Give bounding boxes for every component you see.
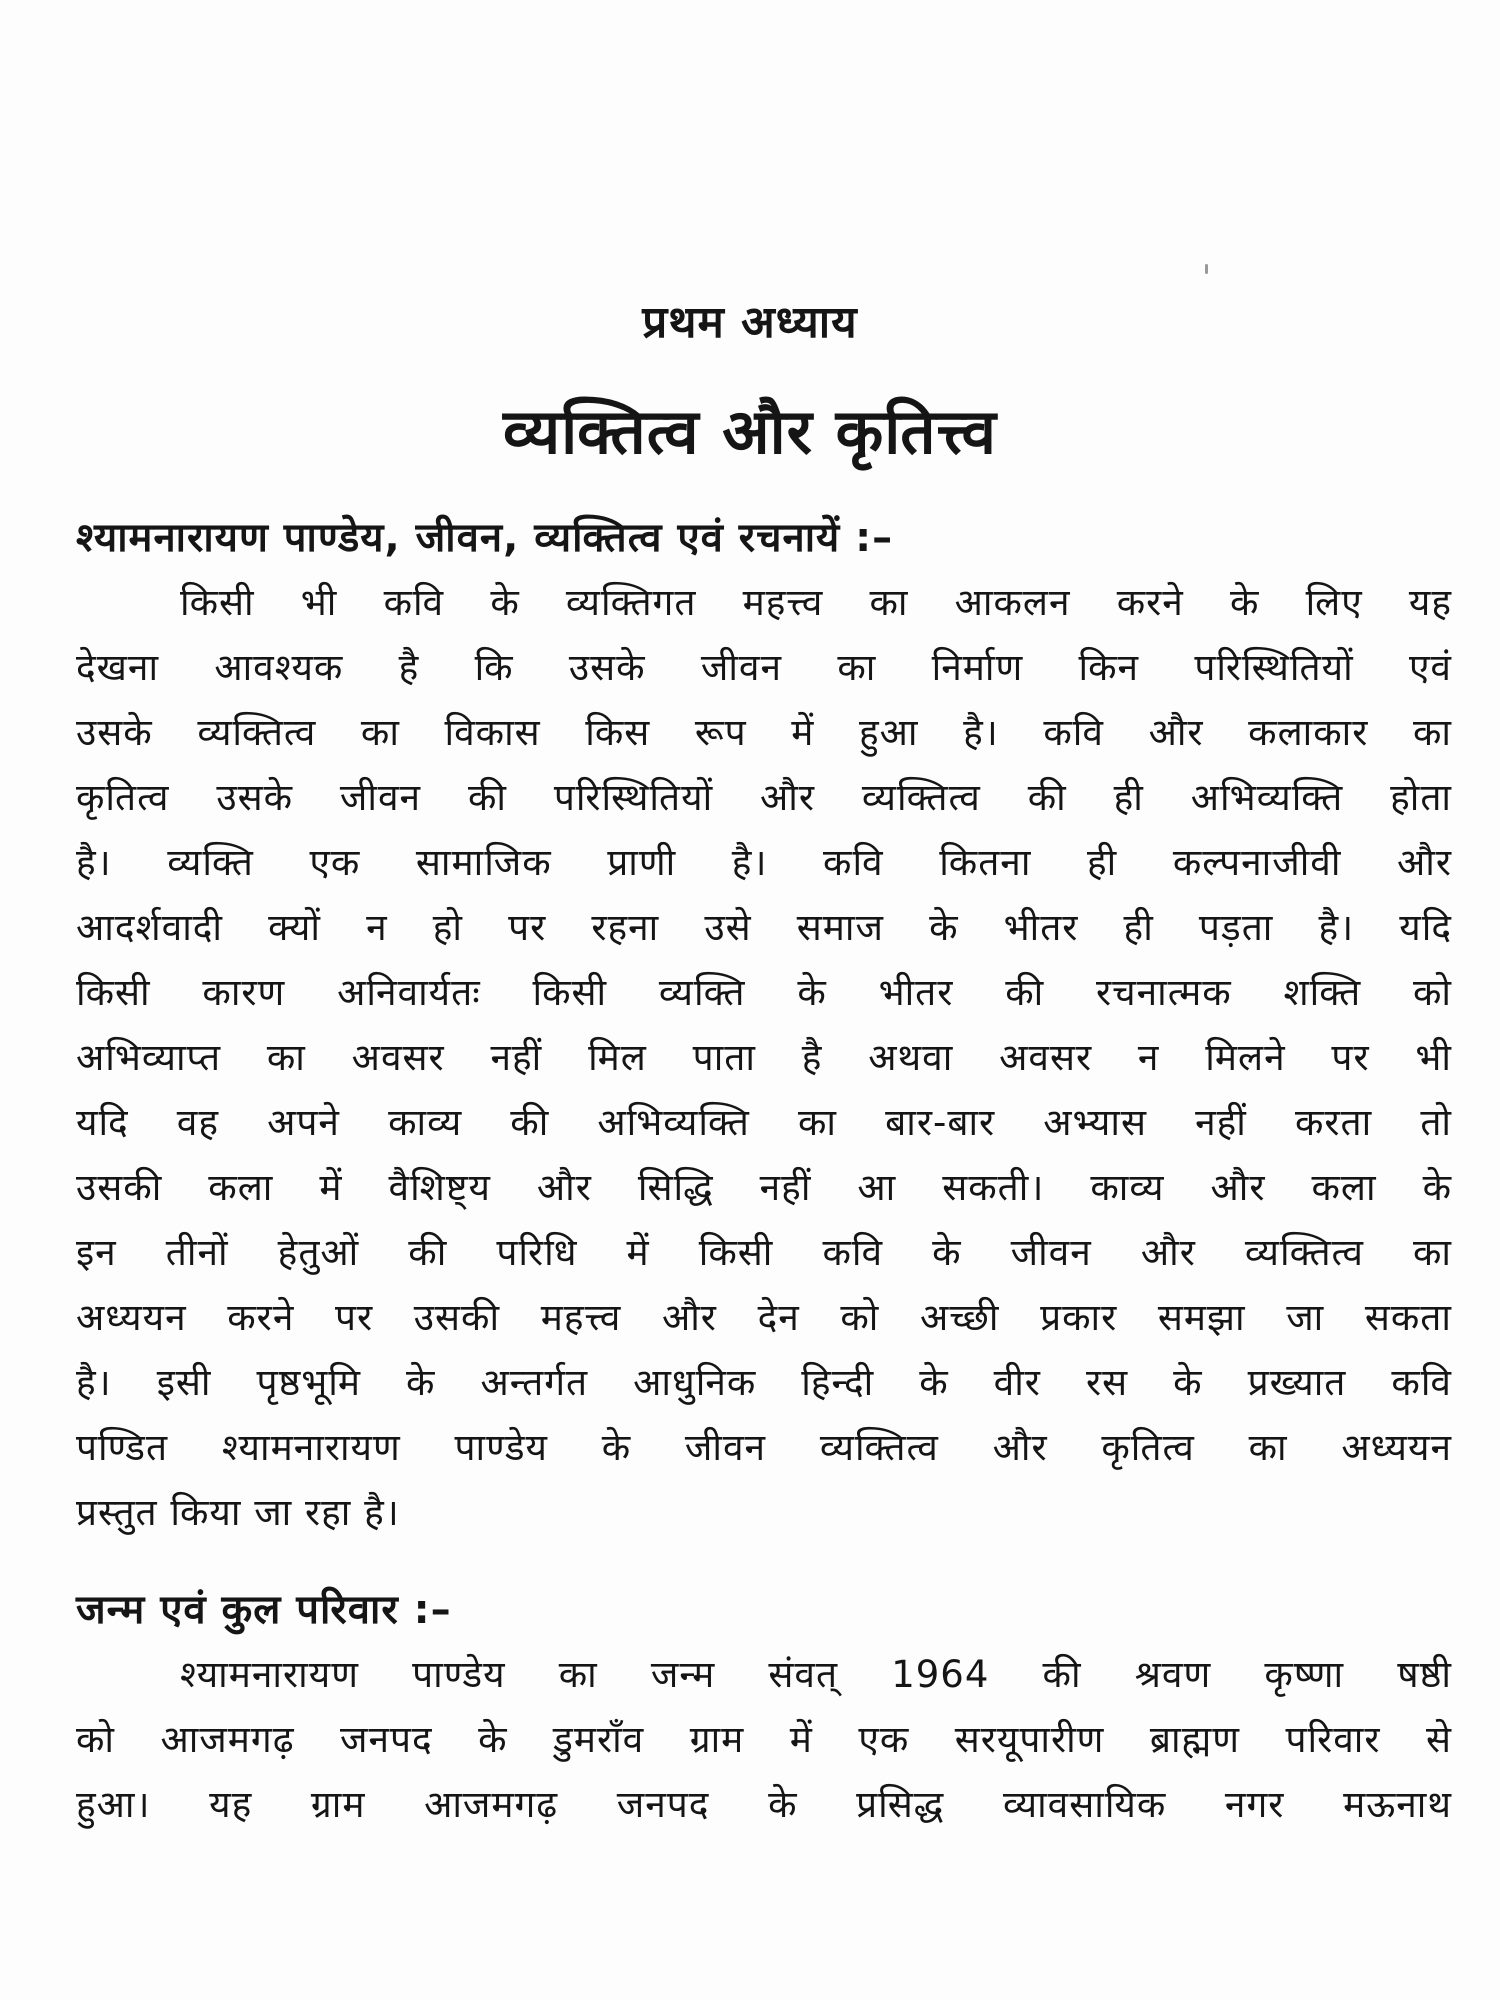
paragraph-line: है। इसी पृष्ठभूमि के अन्तर्गत आधुनिक हिन्दी के वीर रस के प्रख्यात कवि	[76, 1361, 1452, 1404]
paragraph-line: को आजमगढ़ जनपद के डुमराँव ग्राम में एक सरयूपारीण ब्राह्मण परिवार से	[76, 1718, 1452, 1761]
paragraph-line: उसके व्यक्तित्व का विकास किस रूप में हुआ है। कवि और कलाकार का	[76, 711, 1452, 754]
paragraph-line: है। व्यक्ति एक सामाजिक प्राणी है। कवि कितना ही कल्पनाजीवी और	[76, 841, 1452, 884]
paragraph-line: इन तीनों हेतुओं की परिधि में किसी कवि के जीवन और व्यक्तित्व का	[76, 1231, 1452, 1274]
paragraph-line: हुआ। यह ग्राम आजमगढ़ जनपद के प्रसिद्ध व्यावसायिक नगर मऊनाथ	[76, 1783, 1452, 1826]
paragraph-line: कृतित्व उसके जीवन की परिस्थितियों और व्यक्तित्व की ही अभिव्यक्ति होता	[76, 776, 1452, 819]
paragraph-line: श्यामनारायण पाण्डेय का जन्म संवत् 1964 की श्रवण कृष्णा षष्ठी	[180, 1653, 1452, 1696]
scan-speck	[1205, 264, 1208, 274]
paragraph-line: अभिव्याप्त का अवसर नहीं मिल पाता है अथवा अवसर न मिलने पर भी	[76, 1036, 1452, 1079]
paragraph-line: देखना आवश्यक है कि उसके जीवन का निर्माण किन परिस्थितियों एवं	[76, 646, 1452, 689]
section-heading-birth-family: जन्म एवं कुल परिवार :–	[76, 1587, 452, 1633]
paragraph-line: यदि वह अपने काव्य की अभिव्यक्ति का बार-बार अभ्यास नहीं करता तो	[76, 1101, 1452, 1144]
paragraph-line: उसकी कला में वैशिष्ट्य और सिद्धि नहीं आ सकती। काव्य और कला के	[76, 1166, 1452, 1209]
section-heading-life: श्यामनारायण पाण्डेय, जीवन, व्यक्तित्व एवं रचनायें :–	[76, 515, 894, 561]
paragraph-line: पण्डित श्यामनारायण पाण्डेय के जीवन व्यक्तित्व और कृतित्व का अध्ययन	[76, 1426, 1452, 1469]
paragraph-line: आदर्शवादी क्यों न हो पर रहना उसे समाज के भीतर ही पड़ता है। यदि	[76, 906, 1452, 949]
paragraph-line: अध्ययन करने पर उसकी महत्त्व और देन को अच्छी प्रकार समझा जा सकता	[76, 1296, 1452, 1339]
chapter-title: व्यक्तित्व और कृतित्त्व	[502, 395, 998, 468]
paragraph-line: किसी कारण अनिवार्यतः किसी व्यक्ति के भीतर की रचनात्मक शक्ति को	[76, 971, 1452, 1014]
chapter-label: प्रथम अध्याय	[642, 297, 858, 348]
paragraph-line: किसी भी कवि के व्यक्तिगत महत्त्व का आकलन करने के लिए यह	[180, 581, 1452, 624]
paragraph-line: प्रस्तुत किया जा रहा है।	[76, 1491, 400, 1534]
